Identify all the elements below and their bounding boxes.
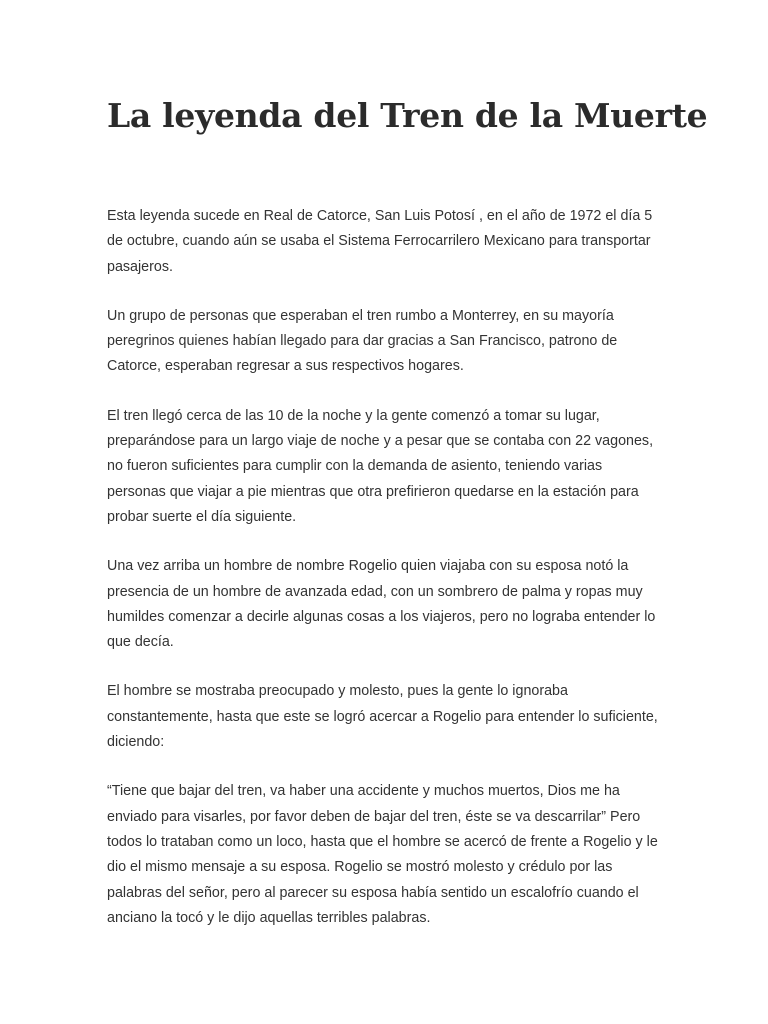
paragraph-4: Una vez arriba un hombre de nombre Rogelio quien viajaba con su esposa notó la presencia de un hombre de avanzada edad, con un sombrero de palma y ropas muy humildes comenzar a decirle algunas cosas a los viajeros, pero no lograba entender lo que decía. — [107, 558, 656, 651]
article-body — [107, 204, 663, 955]
paragraph-6: “Tiene que bajar del tren, va haber una accidente y muchos muertos, Dios me ha enviado para visarles, por favor deben de bajar del tren, éste se va descarrilar” Pero todos lo trataban como un loco, hasta que el hombre se acercó de frente a Rogelio y le dio el mismo mensaje a su esposa. Rogelio se mostró molesto y crédulo por las palabras del señor, pero al parecer su esposa había sentido un escalofrío cuando el anciano la tocó y le dijo aquellas terribles palabras. — [107, 783, 658, 926]
page-title: La leyenda del Tren de la Muerte — [107, 96, 708, 135]
paragraph-3: El tren llegó cerca de las 10 de la noche y la gente comenzó a tomar su lugar, preparándose para un largo viaje de noche y a pesar que se contaba con 22 vagones, no fueron suficientes para cumplir con la demanda de asiento, teniendo varias personas que viajar a pie mientras que otra prefirieron quedarse en la estación para probar suerte el día siguiente. — [107, 407, 654, 525]
paragraph-2: Un grupo de personas que esperaban el tren rumbo a Monterrey, en su mayoría peregrinos quienes habían llegado para dar gracias a San Francisco, patrono de Catorce, esperaban regresar a sus respectivos hogares. — [107, 307, 618, 375]
paragraph-5: El hombre se mostraba preocupado y molesto, pues la gente lo ignoraba constantemente, hasta que este se logró acercar a Rogelio para entender lo suficiente, diciendo: — [107, 683, 658, 751]
paragraph-1: Esta leyenda sucede en Real de Catorce, San Luis Potosí , en el año de 1972 el día 5 de octubre, cuando aún se usaba el Sistema Ferrocarrilero Mexicano para transportar pasajeros. — [107, 208, 653, 275]
